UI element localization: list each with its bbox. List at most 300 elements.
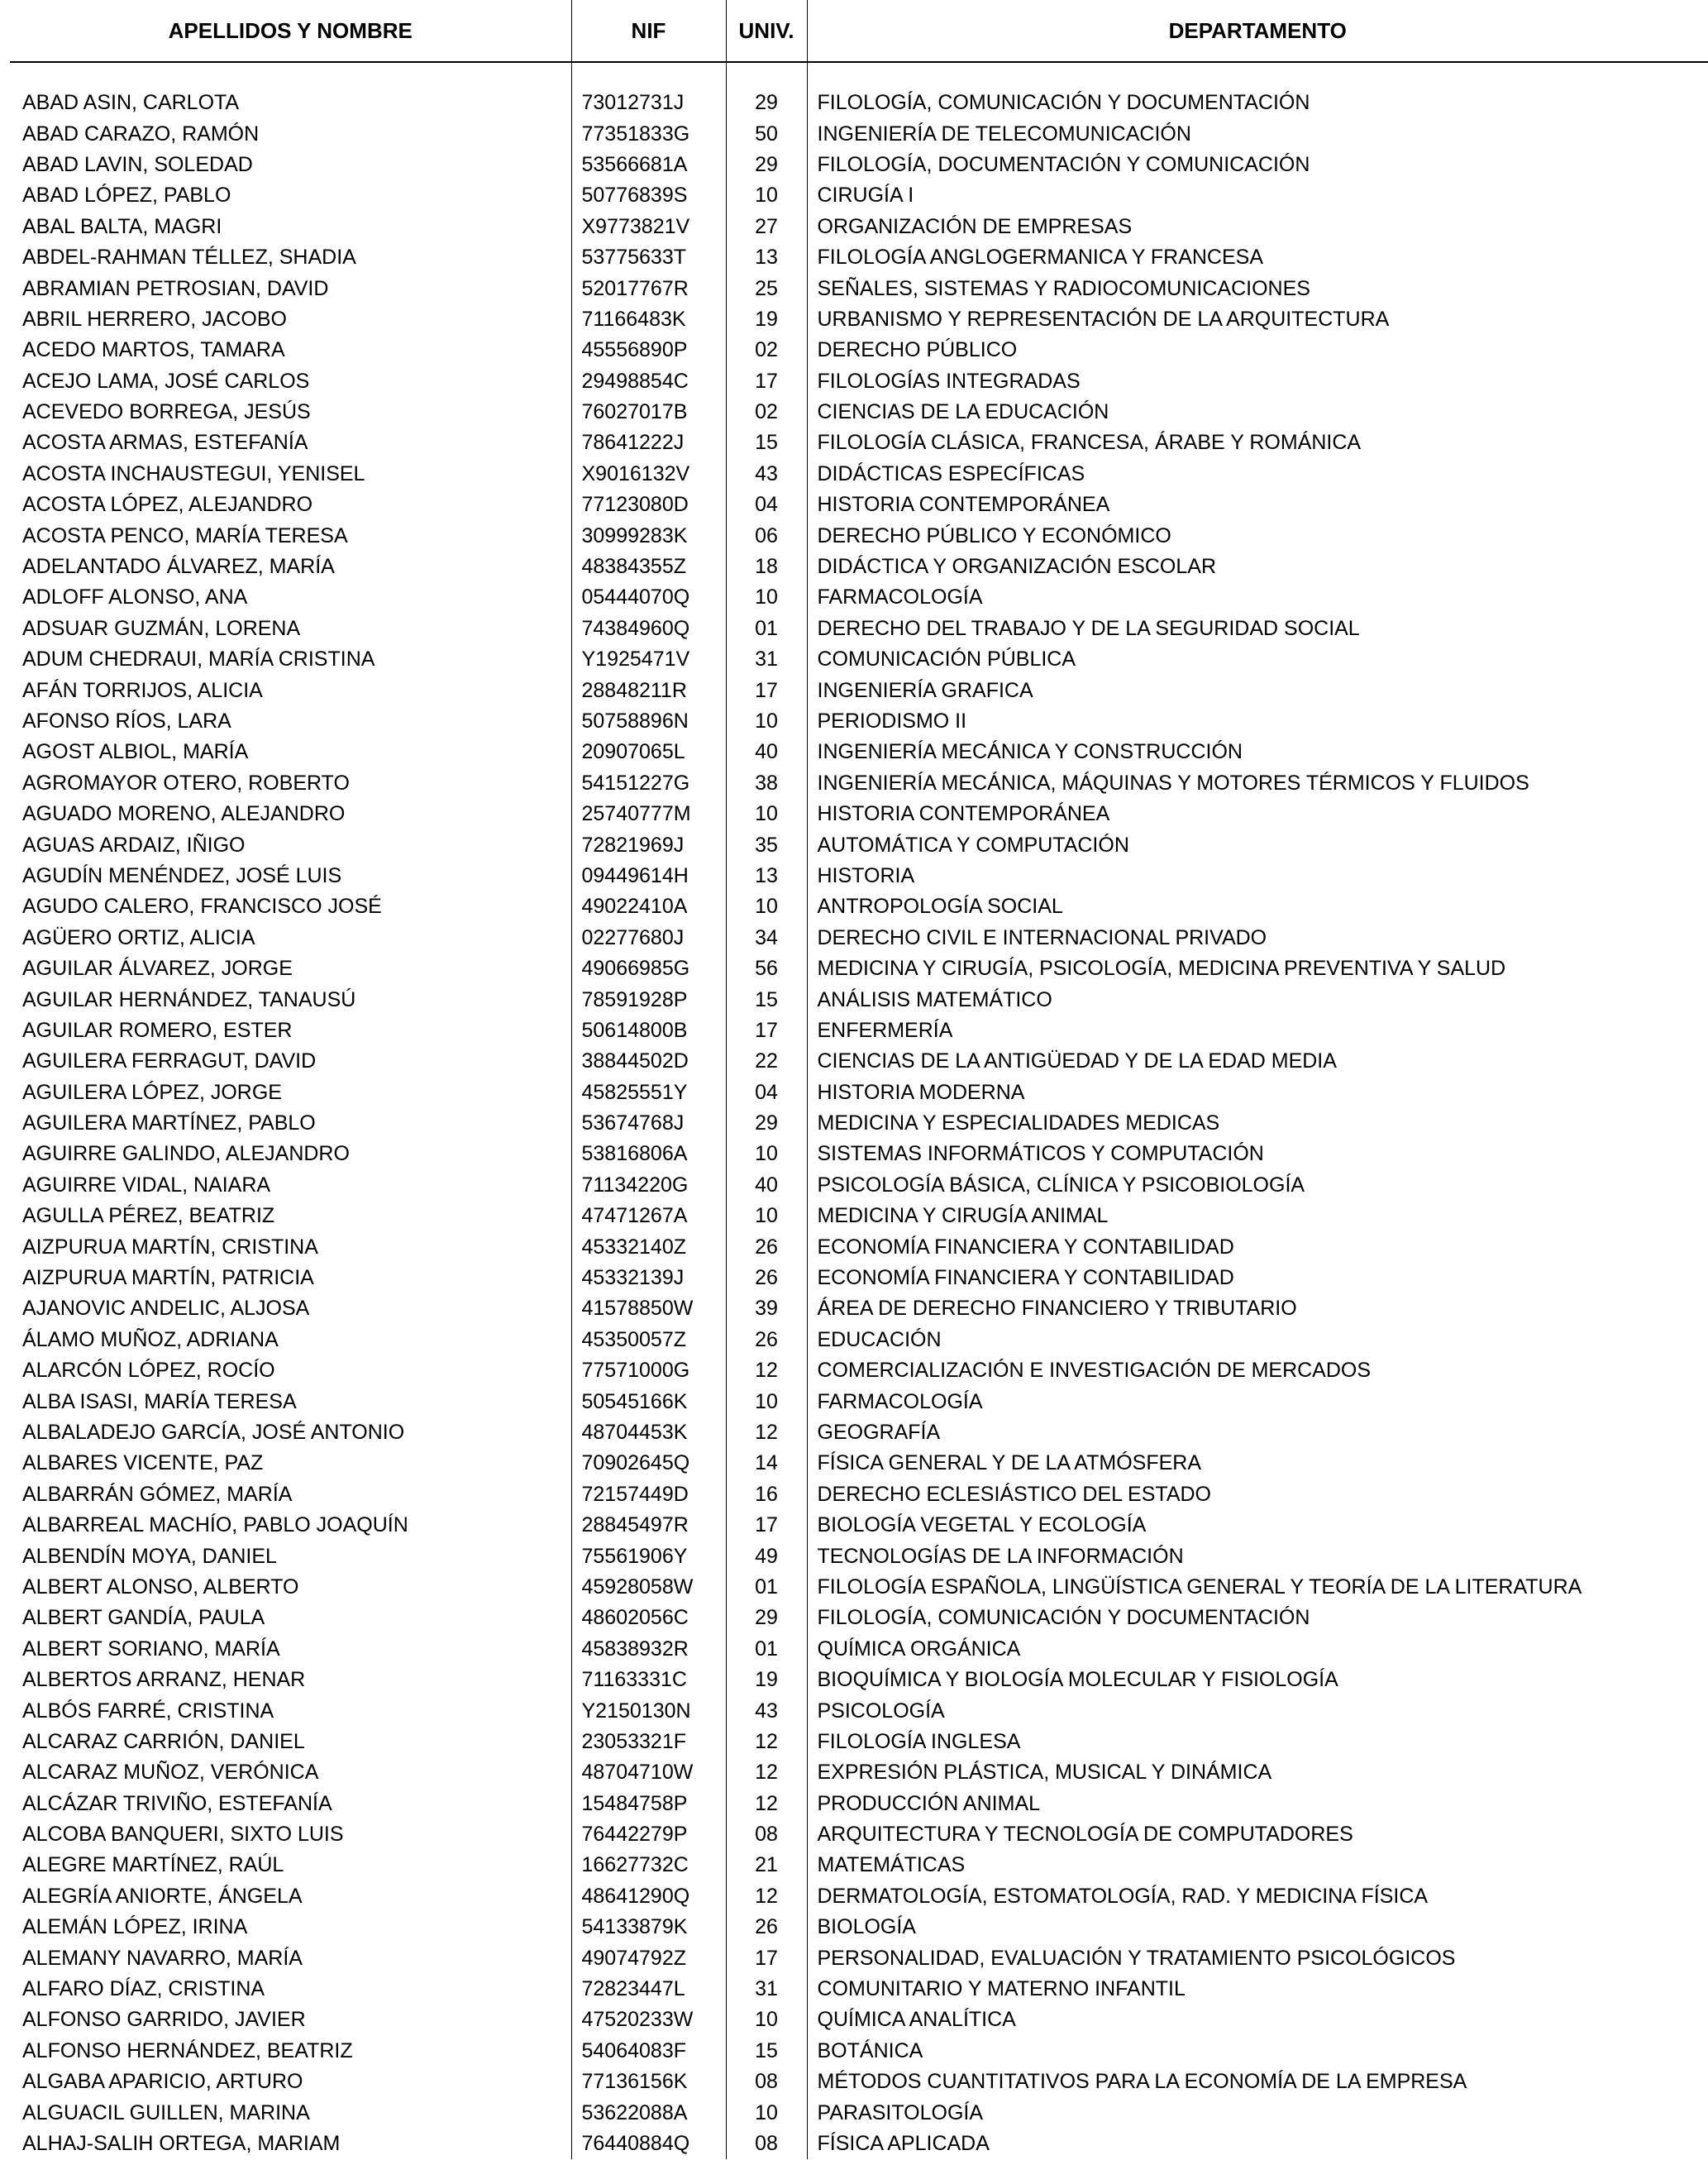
cell-univ: 15 bbox=[726, 2036, 807, 2067]
cell-nif: 38844502D bbox=[571, 1046, 726, 1077]
cell-department: FILOLOGÍA CLÁSICA, FRANCESA, ÁRABE Y ROMÁNICA bbox=[807, 428, 1708, 458]
cell-name: AGUIRRE VIDAL, NAIARA bbox=[22, 1173, 271, 1197]
cell-name: ADLOFF ALONSO, ANA bbox=[22, 585, 248, 609]
cell-univ: 10 bbox=[726, 1139, 807, 1169]
cell-department: BIOLOGÍA bbox=[807, 1912, 1708, 1943]
cell-name: ABRIL HERRERO, JACOBO bbox=[22, 307, 287, 331]
cell-department: MEDICINA Y CIRUGÍA ANIMAL bbox=[807, 1201, 1708, 1231]
cell-department: DERECHO PÚBLICO bbox=[807, 335, 1708, 366]
cell-name: ALBERTOS ARRANZ, HENAR bbox=[22, 1668, 306, 1692]
cell-nif: X9773821V bbox=[571, 212, 726, 242]
cell-name: AGUDO CALERO, FRANCISCO JOSÉ bbox=[22, 895, 382, 919]
cell-nif: 50776839S bbox=[571, 180, 726, 211]
cell-univ: 17 bbox=[726, 1510, 807, 1541]
table-row bbox=[10, 118, 1708, 149]
cell-department: INGENIERÍA GRAFICA bbox=[807, 675, 1708, 705]
table-row bbox=[10, 1819, 1708, 1850]
cell-univ: 10 bbox=[726, 1386, 807, 1417]
cell-nif: 48704453K bbox=[571, 1417, 726, 1448]
table-row bbox=[10, 1325, 1708, 1355]
cell-univ: 19 bbox=[726, 304, 807, 335]
table-row bbox=[10, 1757, 1708, 1788]
cell-name: ABAD LÓPEZ, PABLO bbox=[22, 184, 231, 208]
cell-department: COMUNITARIO Y MATERNO INFANTIL bbox=[807, 1974, 1708, 2005]
cell-univ: 12 bbox=[726, 1727, 807, 1757]
cell-univ: 08 bbox=[726, 1819, 807, 1850]
cell-nif: 76440884Q bbox=[571, 2129, 726, 2159]
cell-department: AUTOMÁTICA Y COMPUTACIÓN bbox=[807, 829, 1708, 860]
cell-name: AFONSO RÍOS, LARA bbox=[22, 710, 231, 733]
cell-name: ALEMANY NAVARRO, MARÍA bbox=[22, 1946, 303, 1970]
table-row bbox=[10, 366, 1708, 397]
table-row bbox=[10, 861, 1708, 891]
cell-univ: 13 bbox=[726, 242, 807, 273]
cell-univ: 01 bbox=[726, 1634, 807, 1665]
cell-department: HISTORIA CONTEMPORÁNEA bbox=[807, 799, 1708, 829]
header-department: DEPARTAMENTO bbox=[807, 0, 1708, 62]
cell-department: FÍSICA GENERAL Y DE LA ATMÓSFERA bbox=[807, 1448, 1708, 1479]
cell-name: ALBARREAL MACHÍO, PABLO JOAQUÍN bbox=[22, 1513, 408, 1537]
table-row bbox=[10, 1201, 1708, 1231]
table-row bbox=[10, 1015, 1708, 1046]
cell-univ: 18 bbox=[726, 552, 807, 582]
cell-nif: X9016132V bbox=[571, 459, 726, 490]
cell-name: ALEMÁN LÓPEZ, IRINA bbox=[22, 1915, 248, 1939]
cell-name: ALBARRÁN GÓMEZ, MARÍA bbox=[22, 1482, 293, 1506]
cell-univ: 26 bbox=[726, 1912, 807, 1943]
cell-univ: 13 bbox=[726, 861, 807, 891]
cell-department: PRODUCCIÓN ANIMAL bbox=[807, 1788, 1708, 1818]
cell-department: QUÍMICA ORGÁNICA bbox=[807, 1634, 1708, 1665]
cell-department: FILOLOGÍA ESPAÑOLA, LINGÜÍSTICA GENERAL Y TEORÍA DE LA LITERATURA bbox=[807, 1572, 1708, 1603]
table-row bbox=[10, 1634, 1708, 1665]
cell-department: DERECHO CIVIL E INTERNACIONAL PRIVADO bbox=[807, 923, 1708, 953]
cell-nif: 45928058W bbox=[571, 1572, 726, 1603]
cell-name: ALFARO DÍAZ, CRISTINA bbox=[22, 1977, 265, 2001]
cell-department: MEDICINA Y ESPECIALIDADES MEDICAS bbox=[807, 1108, 1708, 1139]
cell-nif: 70902645Q bbox=[571, 1448, 726, 1479]
cell-name: AGUILAR ROMERO, ESTER bbox=[22, 1018, 293, 1042]
cell-name: ÁLAMO MUÑOZ, ADRIANA bbox=[22, 1327, 279, 1351]
cell-univ: 26 bbox=[726, 1231, 807, 1262]
cell-univ: 25 bbox=[726, 273, 807, 303]
cell-nif: Y1925471V bbox=[571, 644, 726, 675]
table-row bbox=[10, 1108, 1708, 1139]
cell-name: AGOST ALBIOL, MARÍA bbox=[22, 740, 249, 764]
cell-department: COMUNICACIÓN PÚBLICA bbox=[807, 644, 1708, 675]
cell-univ: 39 bbox=[726, 1293, 807, 1324]
cell-univ: 04 bbox=[726, 1078, 807, 1108]
cell-department: FILOLOGÍA ANGLOGERMANICA Y FRANCESA bbox=[807, 242, 1708, 273]
cell-univ: 43 bbox=[726, 1695, 807, 1726]
cell-department: ENFERMERÍA bbox=[807, 1015, 1708, 1046]
cell-nif: 48641290Q bbox=[571, 1881, 726, 1912]
cell-nif: 75561906Y bbox=[571, 1541, 726, 1571]
table-row bbox=[10, 1448, 1708, 1479]
cell-name: ALCARAZ CARRIÓN, DANIEL bbox=[22, 1729, 305, 1753]
cell-univ: 10 bbox=[726, 2097, 807, 2128]
table-row bbox=[10, 706, 1708, 737]
cell-nif: 45332139J bbox=[571, 1263, 726, 1293]
cell-name: AGUILERA MARTÍNEZ, PABLO bbox=[22, 1111, 316, 1135]
table-row bbox=[10, 2036, 1708, 2067]
cell-nif: 49022410A bbox=[571, 891, 726, 922]
cell-univ: 29 bbox=[726, 88, 807, 118]
cell-nif: 48384355Z bbox=[571, 552, 726, 582]
cell-univ: 08 bbox=[726, 2067, 807, 2097]
cell-department: FILOLOGÍA, COMUNICACIÓN Y DOCUMENTACIÓN bbox=[807, 1603, 1708, 1633]
cell-department: INGENIERÍA DE TELECOMUNICACIÓN bbox=[807, 118, 1708, 149]
cell-department: DIDÁCTICAS ESPECÍFICAS bbox=[807, 459, 1708, 490]
table-row bbox=[10, 768, 1708, 799]
cell-department: FILOLOGÍA, DOCUMENTACIÓN Y COMUNICACIÓN bbox=[807, 150, 1708, 180]
cell-univ: 29 bbox=[726, 1603, 807, 1633]
cell-department: PERIODISMO II bbox=[807, 706, 1708, 737]
table-row bbox=[10, 335, 1708, 366]
cell-univ: 27 bbox=[726, 212, 807, 242]
table-row bbox=[10, 2005, 1708, 2035]
cell-department: FARMACOLOGÍA bbox=[807, 1386, 1708, 1417]
cell-department: SISTEMAS INFORMÁTICOS Y COMPUTACIÓN bbox=[807, 1139, 1708, 1169]
header-nif: NIF bbox=[571, 0, 726, 62]
cell-name: ACOSTA INCHAUSTEGUI, YENISEL bbox=[22, 461, 365, 485]
cell-name: ALCARAZ MUÑOZ, VERÓNICA bbox=[22, 1761, 319, 1785]
cell-name: ALBERT ALONSO, ALBERTO bbox=[22, 1575, 299, 1598]
cell-department: INGENIERÍA MECÁNICA, MÁQUINAS Y MOTORES TÉRMICOS Y FLUIDOS bbox=[807, 768, 1708, 799]
cell-univ: 12 bbox=[726, 1757, 807, 1788]
cell-univ: 56 bbox=[726, 953, 807, 984]
table-header-row bbox=[10, 0, 1708, 62]
cell-name: ALHAJ-SALIH ORTEGA, MARIAM bbox=[22, 2131, 341, 2155]
cell-nif: 45350057Z bbox=[571, 1325, 726, 1355]
cell-nif: 73012731J bbox=[571, 88, 726, 118]
cell-name: ABAL BALTA, MAGRI bbox=[22, 214, 222, 238]
cell-department: BOTÁNICA bbox=[807, 2036, 1708, 2067]
cell-department: FILOLOGÍA INGLESA bbox=[807, 1727, 1708, 1757]
cell-department: PSICOLOGÍA BÁSICA, CLÍNICA Y PSICOBIOLOGÍA bbox=[807, 1170, 1708, 1201]
cell-univ: 29 bbox=[726, 150, 807, 180]
header-univ: UNIV. bbox=[726, 0, 807, 62]
table-row bbox=[10, 953, 1708, 984]
cell-nif: 77351833G bbox=[571, 118, 726, 149]
cell-nif: 45825551Y bbox=[571, 1078, 726, 1108]
header-name: APELLIDOS Y NOMBRE bbox=[10, 0, 571, 62]
table-row bbox=[10, 1850, 1708, 1880]
document-page bbox=[10, 0, 1708, 2160]
cell-univ: 10 bbox=[726, 799, 807, 829]
cell-department: EXPRESIÓN PLÁSTICA, MUSICAL Y DINÁMICA bbox=[807, 1757, 1708, 1788]
cell-name: ABAD LAVIN, SOLEDAD bbox=[22, 152, 253, 176]
cell-name: AJANOVIC ANDELIC, ALJOSA bbox=[22, 1297, 310, 1321]
cell-nif: 54133879K bbox=[571, 1912, 726, 1943]
cell-univ: 50 bbox=[726, 118, 807, 149]
cell-department: PERSONALIDAD, EVALUACIÓN Y TRATAMIENTO PSICOLÓGICOS bbox=[807, 1943, 1708, 1973]
cell-univ: 26 bbox=[726, 1325, 807, 1355]
cell-name: ALFONSO HERNÁNDEZ, BEATRIZ bbox=[22, 2038, 353, 2062]
cell-department: FILOLOGÍA, COMUNICACIÓN Y DOCUMENTACIÓN bbox=[807, 88, 1708, 118]
cell-department: EDUCACIÓN bbox=[807, 1325, 1708, 1355]
table-row bbox=[10, 1912, 1708, 1943]
table-row bbox=[10, 675, 1708, 705]
table-row bbox=[10, 1170, 1708, 1201]
table-row bbox=[10, 180, 1708, 211]
cell-nif: 16627732C bbox=[571, 1850, 726, 1880]
cell-univ: 40 bbox=[726, 737, 807, 767]
cell-name: ALGABA APARICIO, ARTURO bbox=[22, 2070, 303, 2094]
cell-department: HISTORIA MODERNA bbox=[807, 1078, 1708, 1108]
cell-name: ALGUACIL GUILLEN, MARINA bbox=[22, 2100, 310, 2124]
cell-name: ALCOBA BANQUERI, SIXTO LUIS bbox=[22, 1823, 344, 1847]
cell-nif: 78641222J bbox=[571, 428, 726, 458]
cell-department: HISTORIA bbox=[807, 861, 1708, 891]
cell-name: ADSUAR GUZMÁN, LORENA bbox=[22, 616, 301, 640]
cell-department: MATEMÁTICAS bbox=[807, 1850, 1708, 1880]
table-row bbox=[10, 614, 1708, 644]
table-row bbox=[10, 891, 1708, 922]
table-row bbox=[10, 242, 1708, 273]
cell-univ: 10 bbox=[726, 180, 807, 211]
cell-name: ABAD ASIN, CARLOTA bbox=[22, 91, 240, 115]
cell-nif: 53566681A bbox=[571, 150, 726, 180]
cell-department: BIOQUÍMICA Y BIOLOGÍA MOLECULAR Y FISIOLOGÍA bbox=[807, 1665, 1708, 1695]
cell-nif: 23053321F bbox=[571, 1727, 726, 1757]
cell-name: ALBÓS FARRÉ, CRISTINA bbox=[22, 1699, 274, 1723]
cell-name: AGUADO MORENO, ALEJANDRO bbox=[22, 802, 346, 826]
cell-nif: 52017767R bbox=[571, 273, 726, 303]
table-row bbox=[10, 984, 1708, 1015]
cell-department: INGENIERÍA MECÁNICA Y CONSTRUCCIÓN bbox=[807, 737, 1708, 767]
cell-univ: 02 bbox=[726, 397, 807, 428]
table-row bbox=[10, 1603, 1708, 1633]
cell-nif: 45556890P bbox=[571, 335, 726, 366]
cell-univ: 31 bbox=[726, 644, 807, 675]
cell-nif: 25740777M bbox=[571, 799, 726, 829]
cell-department: ECONOMÍA FINANCIERA Y CONTABILIDAD bbox=[807, 1263, 1708, 1293]
cell-nif: 05444070Q bbox=[571, 582, 726, 613]
table-row bbox=[10, 923, 1708, 953]
cell-department: FÍSICA APLICADA bbox=[807, 2129, 1708, 2159]
cell-name: ALBARES VICENTE, PAZ bbox=[22, 1451, 264, 1475]
cell-nif: 72157449D bbox=[571, 1479, 726, 1510]
cell-univ: 38 bbox=[726, 768, 807, 799]
cell-name: AIZPURUA MARTÍN, PATRICIA bbox=[22, 1266, 314, 1290]
cell-univ: 12 bbox=[726, 1417, 807, 1448]
cell-name: ADUM CHEDRAUI, MARÍA CRISTINA bbox=[22, 648, 375, 671]
table-row bbox=[10, 1417, 1708, 1448]
cell-nif: 78591928P bbox=[571, 984, 726, 1015]
cell-nif: 74384960Q bbox=[571, 614, 726, 644]
cell-name: ACOSTA LÓPEZ, ALEJANDRO bbox=[22, 493, 313, 517]
cell-univ: 17 bbox=[726, 1943, 807, 1973]
cell-department: ANÁLISIS MATEMÁTICO bbox=[807, 984, 1708, 1015]
cell-univ: 22 bbox=[726, 1046, 807, 1077]
table-row bbox=[10, 1293, 1708, 1324]
cell-name: ABDEL-RAHMAN TÉLLEZ, SHADIA bbox=[22, 246, 356, 270]
cell-nif: 15484758P bbox=[571, 1788, 726, 1818]
cell-nif: 53622088A bbox=[571, 2097, 726, 2128]
cell-nif: 54064083F bbox=[571, 2036, 726, 2067]
table-row bbox=[10, 212, 1708, 242]
cell-department: ORGANIZACIÓN DE EMPRESAS bbox=[807, 212, 1708, 242]
cell-univ: 17 bbox=[726, 675, 807, 705]
table-row bbox=[10, 1479, 1708, 1510]
table-row bbox=[10, 829, 1708, 860]
cell-name: ACOSTA PENCO, MARÍA TERESA bbox=[22, 523, 348, 547]
cell-nif: 53816806A bbox=[571, 1139, 726, 1169]
cell-name: AGUILAR ÁLVAREZ, JORGE bbox=[22, 957, 293, 981]
cell-name: ACEJO LAMA, JOSÉ CARLOS bbox=[22, 369, 310, 393]
cell-name: AGUIRRE GALINDO, ALEJANDRO bbox=[22, 1142, 350, 1166]
table-row bbox=[10, 1078, 1708, 1108]
table-row bbox=[10, 552, 1708, 582]
cell-univ: 31 bbox=[726, 1974, 807, 2005]
cell-univ: 21 bbox=[726, 1850, 807, 1880]
cell-nif: 20907065L bbox=[571, 737, 726, 767]
cell-nif: 71134220G bbox=[571, 1170, 726, 1201]
cell-name: ALBENDÍN MOYA, DANIEL bbox=[22, 1544, 277, 1568]
table-row bbox=[10, 428, 1708, 458]
cell-nif: Y2150130N bbox=[571, 1695, 726, 1726]
cell-department: DIDÁCTICA Y ORGANIZACIÓN ESCOLAR bbox=[807, 552, 1708, 582]
cell-name: ACOSTA ARMAS, ESTEFANÍA bbox=[22, 431, 308, 455]
cell-name: AGUILERA LÓPEZ, JORGE bbox=[22, 1080, 282, 1104]
cell-univ: 12 bbox=[726, 1355, 807, 1386]
table-row bbox=[10, 2129, 1708, 2159]
table-row bbox=[10, 1727, 1708, 1757]
header-spacer bbox=[10, 62, 1708, 88]
cell-department: QUÍMICA ANALÍTICA bbox=[807, 2005, 1708, 2035]
table-row bbox=[10, 582, 1708, 613]
table-row bbox=[10, 2097, 1708, 2128]
cell-department: PSICOLOGÍA bbox=[807, 1695, 1708, 1726]
cell-nif: 77136156K bbox=[571, 2067, 726, 2097]
cell-univ: 02 bbox=[726, 335, 807, 366]
cell-nif: 48704710W bbox=[571, 1757, 726, 1788]
cell-department: ÁREA DE DERECHO FINANCIERO Y TRIBUTARIO bbox=[807, 1293, 1708, 1324]
table-row bbox=[10, 1881, 1708, 1912]
cell-nif: 45332140Z bbox=[571, 1231, 726, 1262]
cell-name: ABRAMIAN PETROSIAN, DAVID bbox=[22, 276, 329, 300]
cell-name: ALEGRÍA ANIORTE, ÁNGELA bbox=[22, 1884, 303, 1908]
table-row bbox=[10, 1046, 1708, 1077]
table-row bbox=[10, 644, 1708, 675]
table-row bbox=[10, 737, 1708, 767]
cell-univ: 14 bbox=[726, 1448, 807, 1479]
cell-univ: 06 bbox=[726, 520, 807, 551]
cell-department: SEÑALES, SISTEMAS Y RADIOCOMUNICACIONES bbox=[807, 273, 1708, 303]
cell-nif: 72821969J bbox=[571, 829, 726, 860]
table-row bbox=[10, 397, 1708, 428]
cell-department: ANTROPOLOGÍA SOCIAL bbox=[807, 891, 1708, 922]
cell-univ: 19 bbox=[726, 1665, 807, 1695]
cell-department: FILOLOGÍAS INTEGRADAS bbox=[807, 366, 1708, 397]
cell-nif: 45838932R bbox=[571, 1634, 726, 1665]
cell-univ: 10 bbox=[726, 706, 807, 737]
cell-univ: 01 bbox=[726, 614, 807, 644]
table-row bbox=[10, 1788, 1708, 1818]
table-row bbox=[10, 273, 1708, 303]
cell-name: ALBA ISASI, MARÍA TERESA bbox=[22, 1389, 297, 1413]
cell-nif: 76442279P bbox=[571, 1819, 726, 1850]
cell-name: ALARCÓN LÓPEZ, ROCÍO bbox=[22, 1359, 275, 1383]
cell-nif: 47520233W bbox=[571, 2005, 726, 2035]
table-row bbox=[10, 1231, 1708, 1262]
cell-univ: 17 bbox=[726, 1015, 807, 1046]
cell-name: ACEDO MARTOS, TAMARA bbox=[22, 338, 285, 362]
cell-nif: 02277680J bbox=[571, 923, 726, 953]
cell-department: MÉTODOS CUANTITATIVOS PARA LA ECONOMÍA DE LA EMPRESA bbox=[807, 2067, 1708, 2097]
cell-name: AGÜERO ORTIZ, ALICIA bbox=[22, 925, 255, 949]
table-row bbox=[10, 1943, 1708, 1973]
cell-name: AIZPURUA MARTÍN, CRISTINA bbox=[22, 1235, 318, 1259]
cell-nif: 30999283K bbox=[571, 520, 726, 551]
cell-department: DERECHO DEL TRABAJO Y DE LA SEGURIDAD SOCIAL bbox=[807, 614, 1708, 644]
cell-univ: 26 bbox=[726, 1263, 807, 1293]
cell-nif: 49066985G bbox=[571, 953, 726, 984]
cell-department: GEOGRAFÍA bbox=[807, 1417, 1708, 1448]
cell-name: ALBERT SORIANO, MARÍA bbox=[22, 1637, 280, 1661]
cell-department: CIENCIAS DE LA EDUCACIÓN bbox=[807, 397, 1708, 428]
cell-name: ALCÁZAR TRIVIÑO, ESTEFANÍA bbox=[22, 1791, 332, 1815]
table-row bbox=[10, 520, 1708, 551]
cell-nif: 29498854C bbox=[571, 366, 726, 397]
cell-name: AGUILERA FERRAGUT, DAVID bbox=[22, 1049, 317, 1073]
cell-univ: 16 bbox=[726, 1479, 807, 1510]
cell-name: ALFONSO GARRIDO, JAVIER bbox=[22, 2008, 306, 2032]
cell-nif: 28848211R bbox=[571, 675, 726, 705]
cell-nif: 49074792Z bbox=[571, 1943, 726, 1973]
table-row bbox=[10, 1541, 1708, 1571]
cell-univ: 15 bbox=[726, 428, 807, 458]
cell-department: ECONOMÍA FINANCIERA Y CONTABILIDAD bbox=[807, 1231, 1708, 1262]
cell-univ: 12 bbox=[726, 1788, 807, 1818]
cell-department: TECNOLOGÍAS DE LA INFORMACIÓN bbox=[807, 1541, 1708, 1571]
table-row bbox=[10, 1263, 1708, 1293]
cell-nif: 28845497R bbox=[571, 1510, 726, 1541]
cell-department: MEDICINA Y CIRUGÍA, PSICOLOGÍA, MEDICINA PREVENTIVA Y SALUD bbox=[807, 953, 1708, 984]
table-row bbox=[10, 1355, 1708, 1386]
table-row bbox=[10, 459, 1708, 490]
candidates-table bbox=[10, 0, 1708, 2159]
cell-nif: 54151227G bbox=[571, 768, 726, 799]
cell-nif: 50614800B bbox=[571, 1015, 726, 1046]
cell-univ: 10 bbox=[726, 582, 807, 613]
cell-name: AGUAS ARDAIZ, IÑIGO bbox=[22, 833, 246, 857]
table-row bbox=[10, 150, 1708, 180]
table-row bbox=[10, 799, 1708, 829]
table-row bbox=[10, 1665, 1708, 1695]
cell-univ: 40 bbox=[726, 1170, 807, 1201]
cell-univ: 15 bbox=[726, 984, 807, 1015]
cell-department: COMERCIALIZACIÓN E INVESTIGACIÓN DE MERCADOS bbox=[807, 1355, 1708, 1386]
cell-department: ARQUITECTURA Y TECNOLOGÍA DE COMPUTADORES bbox=[807, 1819, 1708, 1850]
cell-nif: 50545166K bbox=[571, 1386, 726, 1417]
cell-univ: 17 bbox=[726, 366, 807, 397]
cell-univ: 08 bbox=[726, 2129, 807, 2159]
cell-name: ALBERT GANDÍA, PAULA bbox=[22, 1606, 265, 1630]
cell-univ: 43 bbox=[726, 459, 807, 490]
cell-name: AGROMAYOR OTERO, ROBERTO bbox=[22, 771, 350, 795]
cell-department: PARASITOLOGÍA bbox=[807, 2097, 1708, 2128]
cell-name: ABAD CARAZO, RAMÓN bbox=[22, 122, 260, 146]
cell-department: URBANISMO Y REPRESENTACIÓN DE LA ARQUITECTURA bbox=[807, 304, 1708, 335]
cell-name: AFÁN TORRIJOS, ALICIA bbox=[22, 678, 263, 702]
cell-nif: 77571000G bbox=[571, 1355, 726, 1386]
cell-name: AGULLA PÉREZ, BEATRIZ bbox=[22, 1204, 275, 1228]
cell-nif: 53775633T bbox=[571, 242, 726, 273]
cell-name: ALBALADEJO GARCÍA, JOSÉ ANTONIO bbox=[22, 1420, 405, 1444]
cell-nif: 47471267A bbox=[571, 1201, 726, 1231]
